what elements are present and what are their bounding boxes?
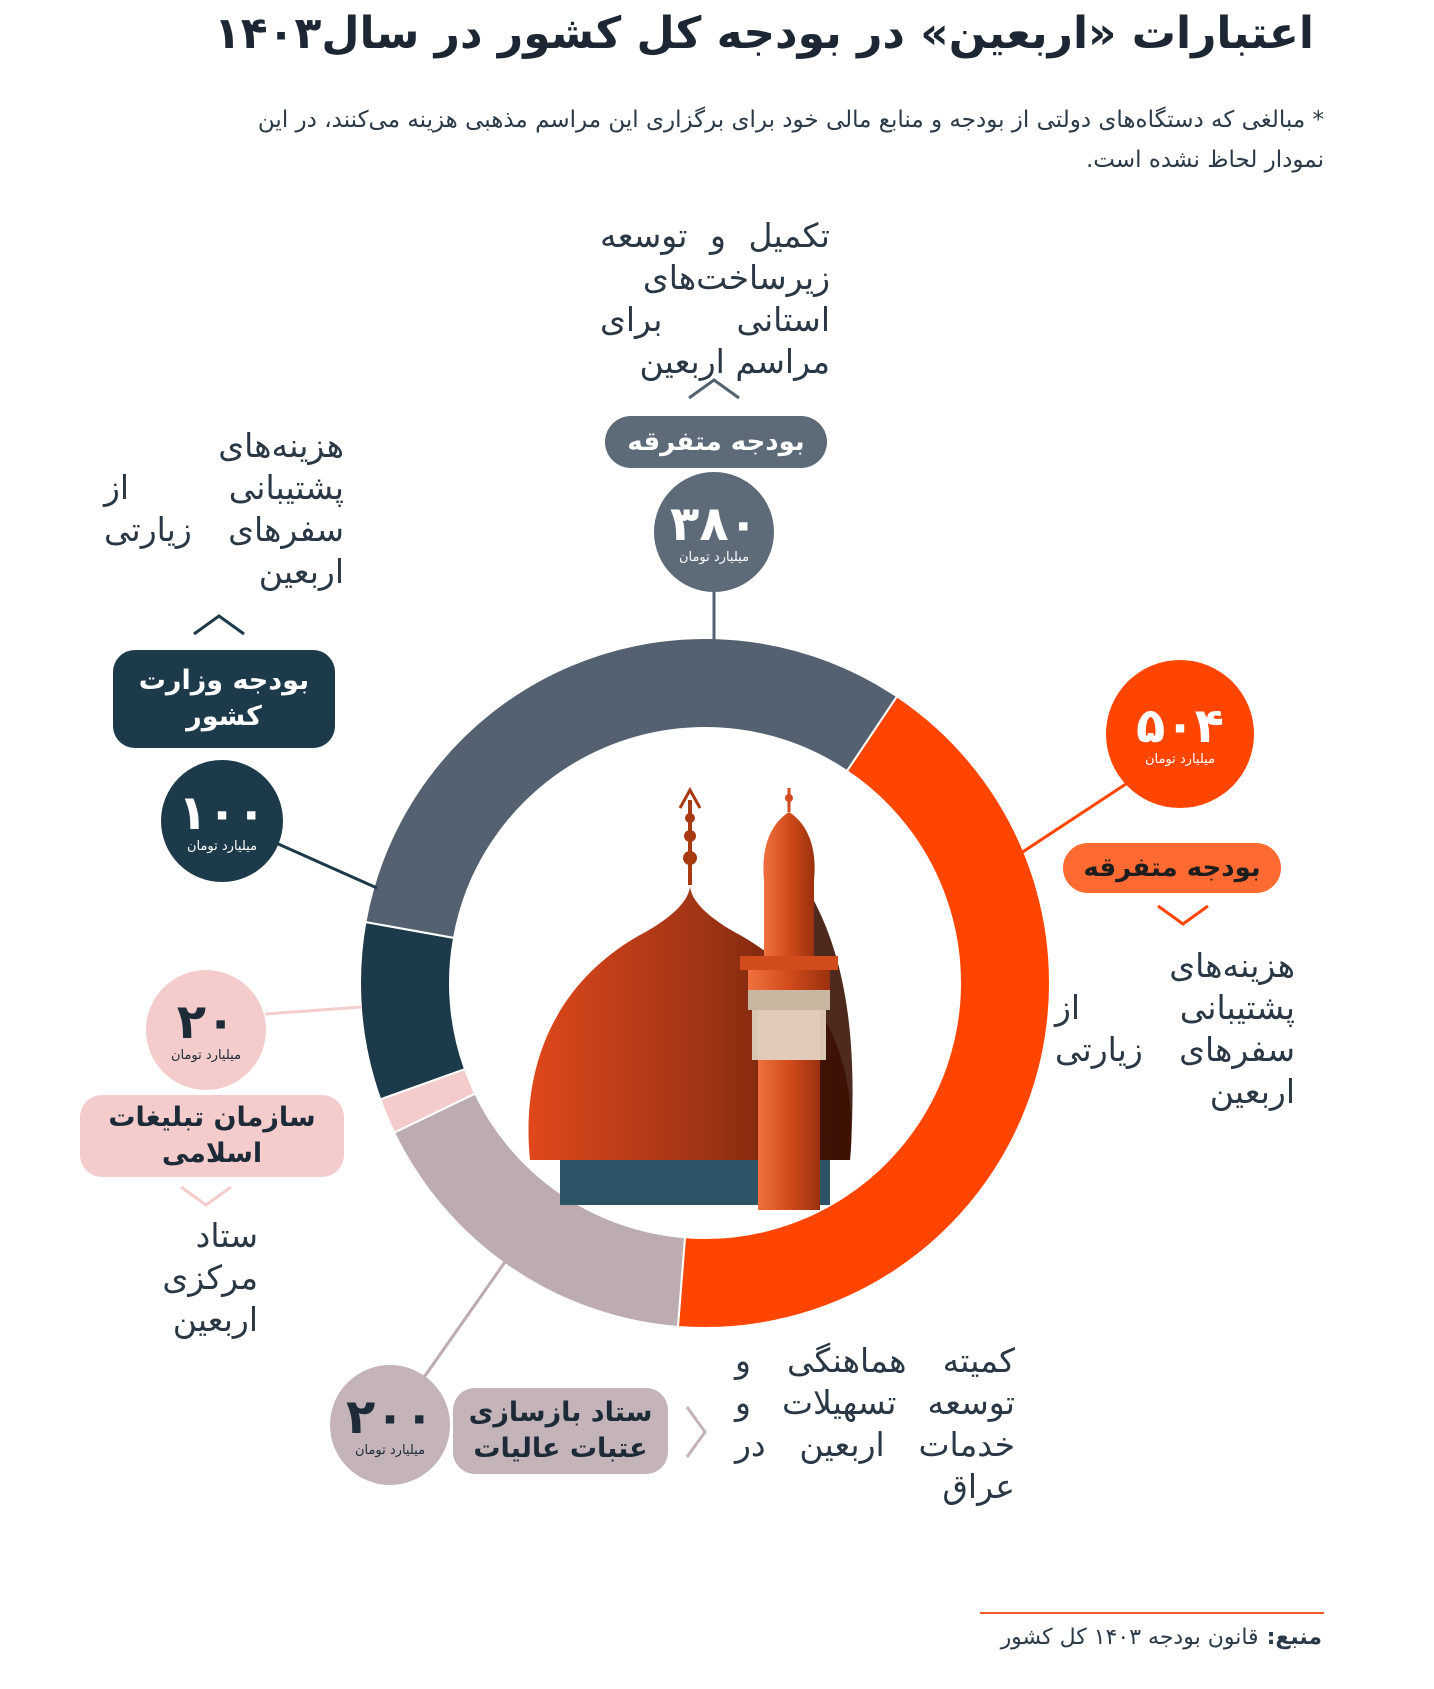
- purpose-text-200: کمیته هماهنگی و توسعه تسهیلات و خدمات اربعین در عراق: [735, 1341, 1015, 1506]
- unit-label: میلیارد تومان: [678, 550, 750, 565]
- value-20: ۲۰: [176, 994, 236, 1050]
- purpose-text-20: ستاد مرکزی اربعین: [162, 1216, 258, 1339]
- purpose-text-504: هزینه‌های پشتیبانی از سفرهای زیارتی اربعین: [1055, 946, 1295, 1111]
- agency-tag-200: ستاد بازسازی عتبات عالیات: [453, 1388, 668, 1474]
- source-divider: [980, 1612, 1324, 1614]
- chevron-down-icon: [178, 1183, 234, 1209]
- purpose-text-100: هزینه‌های پشتیبانی از سفرهای زیارتی اربعین: [104, 426, 344, 591]
- agency-tag-100: بودجه وزارت کشور: [113, 650, 335, 748]
- shrine-illustration: [528, 788, 852, 1210]
- chevron-up-icon: [191, 612, 247, 638]
- unit-label: میلیارد تومان: [1144, 752, 1216, 767]
- value-bubble-200: [330, 1365, 450, 1485]
- value-100: ۱۰۰: [178, 785, 266, 841]
- value-bubble-504: [1106, 660, 1254, 808]
- footnote: * مبالغی که دستگاه‌های دولتی از بودجه و منابع مالی خود برای برگزاری این مراسم مذهبی هزینه می‌کنند، در این نمودار لحاظ نشده است.: [257, 107, 1324, 173]
- chevron-down-icon: [1155, 902, 1211, 928]
- source-text: قانون بودجه ۱۴۰۳ کل کشور: [1000, 1625, 1259, 1650]
- chevron-right-icon: [683, 1404, 711, 1460]
- purpose-text-380: تکمیل و توسعه زیرساخت‌های استانی برای مراسم اربعین: [600, 216, 830, 381]
- unit-label: میلیارد تومان: [354, 1443, 426, 1458]
- unit-label: میلیارد تومان: [170, 1048, 242, 1063]
- leader-line-100: [276, 843, 377, 888]
- source-label: منبع:: [1266, 1625, 1322, 1650]
- chevron-up-icon: [686, 376, 742, 402]
- page-title: اعتبارات «اربعین» در بودجه کل کشور در سال۱۴۰۳: [213, 8, 1314, 59]
- donut-slice-100: [360, 922, 465, 1099]
- value-200: ۲۰۰: [346, 1389, 434, 1445]
- source-line: [1001, 1625, 1322, 1650]
- agency-tag-504: بودجه متفرقه: [1063, 843, 1281, 893]
- value-504: ۵۰۴: [1136, 698, 1224, 754]
- value-bubble-100: [161, 760, 283, 882]
- leader-line-200: [420, 1262, 505, 1383]
- donut-slice-380: [365, 638, 897, 938]
- value-bubble-20: [146, 970, 266, 1090]
- value-bubble-380: [654, 472, 774, 592]
- agency-tag-380: بودجه متفرقه: [605, 416, 827, 468]
- leader-line-20: [265, 1007, 362, 1014]
- unit-label: میلیارد تومان: [186, 839, 258, 854]
- agency-tag-20: سازمان تبلیغات اسلامی: [80, 1095, 344, 1177]
- value-380: ۳۸۰: [670, 496, 758, 552]
